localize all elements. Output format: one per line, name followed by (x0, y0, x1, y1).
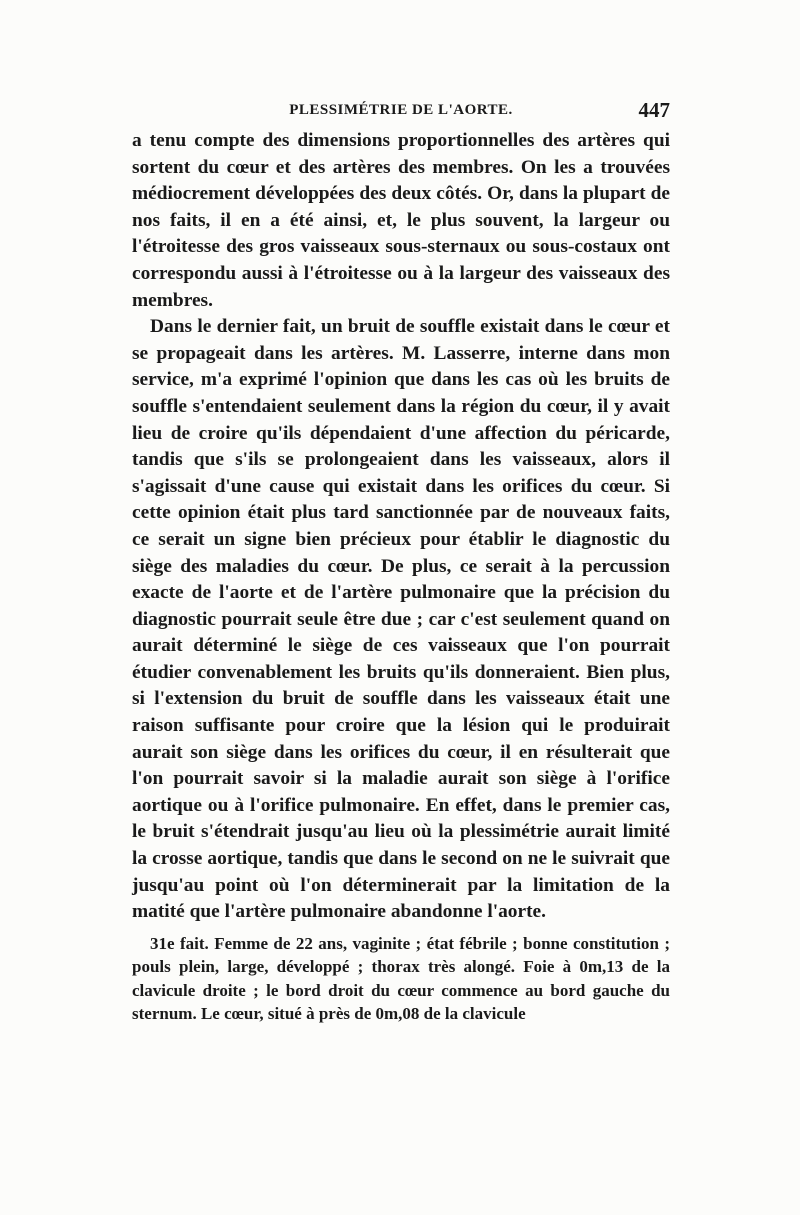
page-body (132, 128, 670, 1026)
case-note (132, 932, 670, 1026)
paragraph-main: Dans le dernier fait, un bruit de souffle existait dans le cœur et se propageait dans les artères. M. Lasserre, interne dans mon service, m'a exprimé l'opinion que dans les cas où les bruits de souffle s'entendaient seulement dans la région du cœur, il y avait lieu de croire qu'ils dépendaient d'une affection du péricarde, tandis que s'ils se prolongeaient dans les vaisseaux, alors il s'agissait d'une cause qui existait dans les orifices du cœur. Si cette opinion était plus tard sanctionnée par de nouveaux faits, ce serait un signe bien précieux pour établir le diagnostic du siège des maladies du cœur. De plus, ce serait à la percussion exacte de l'aorte et de l'artère pulmonaire que la précision du diagnostic pourrait seule être due ; car c'est seulement quand on aurait déterminé le siège de ces vaisseaux que l'on pourrait étudier convenablement les bruits qu'ils donneraient. Bien plus, si l'extension du bruit de souffle dans les vaisseaux était une raison suffisante pour croire que la lésion qui le produirait aurait son siège dans les orifices du cœur, il en résulterait que l'on pourrait savoir si la maladie aurait son siège à l'orifice aortique ou à l'orifice pulmonaire. En effet, dans le premier cas, le bruit s'étendrait jusqu'au lieu où la plessimétrie aurait limité la crosse aortique, tandis que dans le second on ne le suivrait que jusqu'au point où l'on déterminerait par la limitation de la matité que l'artère pulmonaire abandonne l'aorte. (132, 316, 670, 923)
paragraph-continuation: a tenu compte des dimensions proportionnelles des artères qui sortent du cœur et des artères des membres. On les a trouvées médiocrement développées des deux côtés. Or, dans la plupart de nos faits, il en a été ainsi, et, le plus souvent, la largeur ou l'étroitesse des gros vaisseaux sous-sternaux ou sous-costaux ont correspondu aussi à l'étroitesse ou à la largeur des vaisseaux des membres. (132, 130, 670, 311)
page-number: 447 (638, 98, 670, 122)
running-title: PLESSIMÉTRIE DE L'AORTE. (289, 102, 513, 118)
case-note-text: 31e fait. Femme de 22 ans, vaginite ; état fébrile ; bonne constitution ; pouls plein, large, développé ; thorax très alongé. Foie à 0m,13 de la clavicule droite ; le bord droit du cœur commence au bord gauche du sternum. Le cœur, situé à près de 0m,08 de la clavicule (132, 933, 670, 1024)
running-header (132, 100, 670, 126)
